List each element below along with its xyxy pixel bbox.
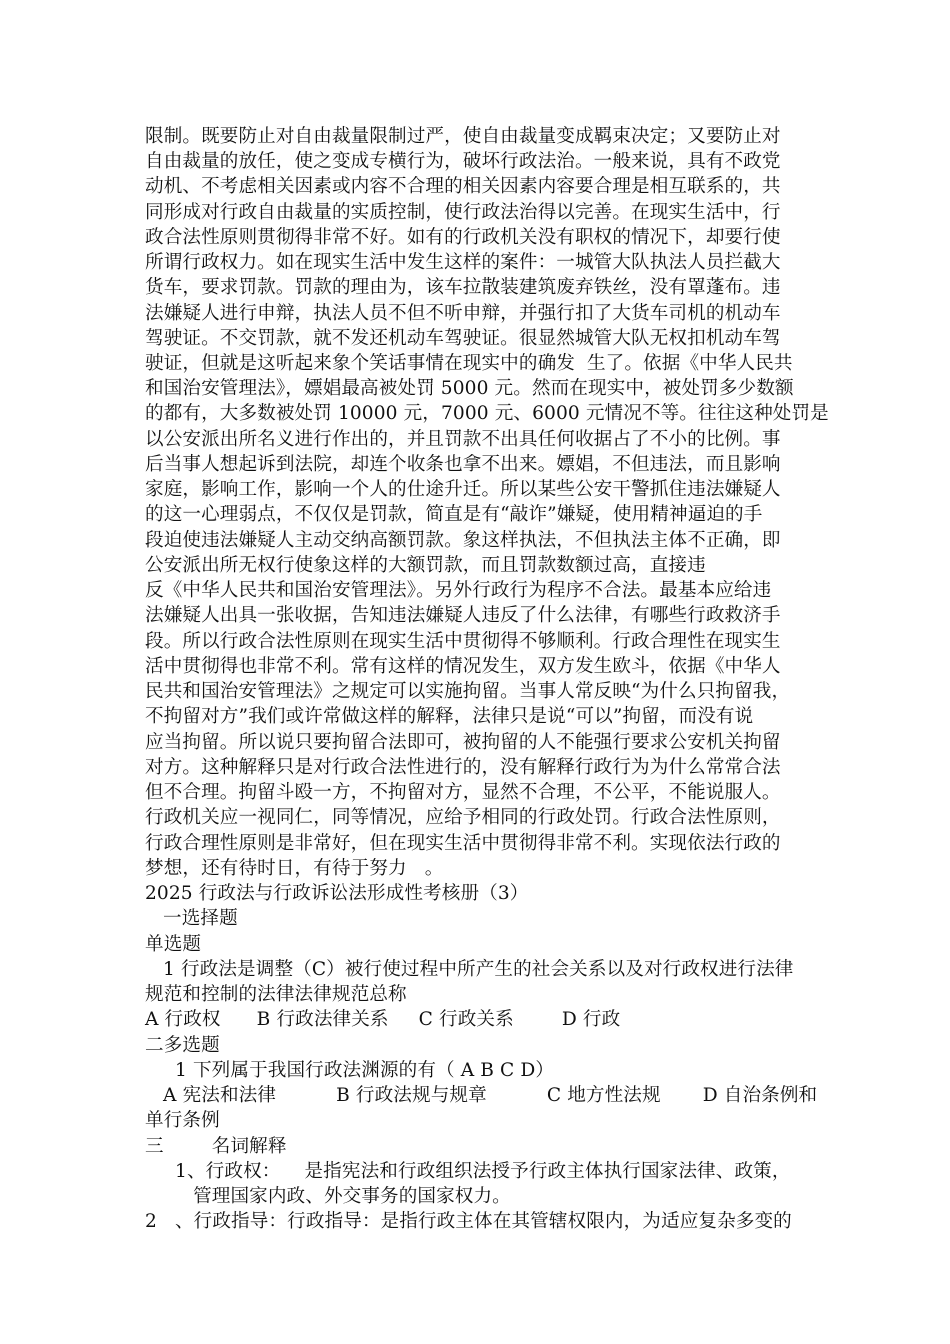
term-definition: 管理国家内政、外交事务的国家权力。 <box>145 1186 511 1207</box>
answer-options: A 宪法和法律 B 行政法规与规章 C 地方性法规 D 自治条例和 <box>145 1085 818 1106</box>
text-line: 的这一心理弱点，不仅仅是罚款，简直是有“敲诈”嫌疑，使用精神逼迫的手 <box>145 504 763 525</box>
question-text: 规范和控制的法律法律规范总称 <box>145 984 407 1005</box>
text-line: 但不合理。拘留斗殴一方，不拘留对方，显然不合理，不公平，不能说服人。 <box>145 782 781 803</box>
term-definition: 2 、行政指导：行政指导：是指行政主体在其管辖权限内，为适应复杂多变的 <box>145 1211 792 1232</box>
text-line: 的都有，大多数被处罚 10000 元，7000 元、6000 元情况不等。往往这种处罚是 <box>145 403 829 424</box>
text-line: 公安派出所无权行使象这样的大额罚款，而且罚款数额过高，直接违 <box>145 555 706 576</box>
text-line: 驶证，但就是这听起来象个笑话事情在现实中的确发 生了。依据《中华人民共 <box>145 353 793 374</box>
text-line: 以公安派出所名义进行作出的，并且罚款不出具任何收据占了不小的比例。事 <box>145 429 781 450</box>
text-line: 驾驶证。不交罚款，就不发还机动车驾驶证。很显然城管大队无权扣机动车驾 <box>145 328 781 349</box>
text-line: 民共和国治安管理法》之规定可以实施拘留。当事人常反映“为什么只拘留我， <box>145 681 791 702</box>
text-line: 自由裁量的放任，使之变成专横行为，破坏行政法治。一般来说，具有不政党 <box>145 151 781 172</box>
text-line: 和国治安管理法》，嫖娼最高被处罚 5000 元。然而在现实中，被处罚多少数额 <box>145 378 794 399</box>
answer-options: 单行条例 <box>145 1110 220 1131</box>
text-line: 活中贯彻得也非常不利。常有这样的情况发生，双方发生欧斗，依据《中华人 <box>145 656 781 677</box>
section-heading: 二多选题 <box>145 1035 220 1056</box>
text-line: 货车，要求罚款。罚款的理由为，该车拉散装建筑废弃铁丝，没有罩蓬布。违 <box>145 277 781 298</box>
text-line: 家庭，影响工作，影响一个人的仕途升迁。所以某些公安干警抓住违法嫌疑人 <box>145 479 781 500</box>
text-line: 行政合理性原则是非常好，但在现实生活中贯彻得非常不利。实现依法行政的 <box>145 833 781 854</box>
question-text: 1 行政法是调整（C）被行使过程中所产生的社会关系以及对行政权进行法律 <box>145 959 794 980</box>
text-line: 所谓行政权力。如在现实生活中发生这样的案件：一城管大队执法人员拦截大 <box>145 252 781 273</box>
text-line: 法嫌疑人出具一张收据，告知违法嫌疑人违反了什么法律，有哪些行政救济手 <box>145 605 781 626</box>
text-line: 行政机关应一视同仁，同等情况，应给予相同的行政处罚。行政合法性原则， <box>145 807 781 828</box>
text-line: 动机、不考虑相关因素或内容不合理的相关因素内容要合理是相互联系的，共 <box>145 176 781 197</box>
section-title: 2025 行政法与行政诉讼法形成性考核册（3） <box>145 883 529 904</box>
term-definition: 1、行政权： 是指宪法和行政组织法授予行政主体执行国家法律、政策， <box>145 1161 791 1182</box>
text-line: 应当拘留。所以说只要拘留合法即可，被拘留的人不能强行要求公安机关拘留 <box>145 732 781 753</box>
text-line: 对方。这种解释只是对行政合法性进行的，没有解释行政行为为什么常常合法 <box>145 757 781 778</box>
section-heading: 单选题 <box>145 934 202 955</box>
text-line: 反《中华人民共和国治安管理法》。另外行政行为程序不合法。最基本应给违 <box>145 580 772 601</box>
section-heading: 三 名词解释 <box>145 1136 287 1157</box>
text-line: 段迫使违法嫌疑人主动交纳高额罚款。象这样执法，不但执法主体不正确，即 <box>145 530 781 551</box>
question-text: 1 下列属于我国行政法渊源的有（ A B C D） <box>145 1060 555 1081</box>
text-line: 梦想，还有待时日，有待于努力 。 <box>145 858 444 879</box>
section-heading: 一选择题 <box>145 908 238 929</box>
text-line: 同形成对行政自由裁量的实质控制，使行政法治得以完善。在现实生活中，行 <box>145 202 781 223</box>
text-line: 法嫌疑人进行申辩，执法人员不但不听申辩，并强行扣了大货车司机的机动车 <box>145 303 781 324</box>
text-line: 后当事人想起诉到法院，却连个收条也拿不出来。嫖娼，不但违法，而且影响 <box>145 454 781 475</box>
answer-options: A 行政权 B 行政法律关系 C 行政关系 D 行政 <box>145 1009 621 1030</box>
text-line: 段。所以行政合法性原则在现实生活中贯彻得不够顺利。行政合理性在现实生 <box>145 631 781 652</box>
text-line: 政合法性原则贯彻得非常不好。如有的行政机关没有职权的情况下，却要行使 <box>145 227 781 248</box>
text-line: 不拘留对方”我们或许常做这样的解释，法律只是说“可以”拘留，而没有说 <box>145 706 754 727</box>
text-line: 限制。既要防止对自由裁量限制过严，使自由裁量变成羁束决定；又要防止对 <box>145 126 781 147</box>
